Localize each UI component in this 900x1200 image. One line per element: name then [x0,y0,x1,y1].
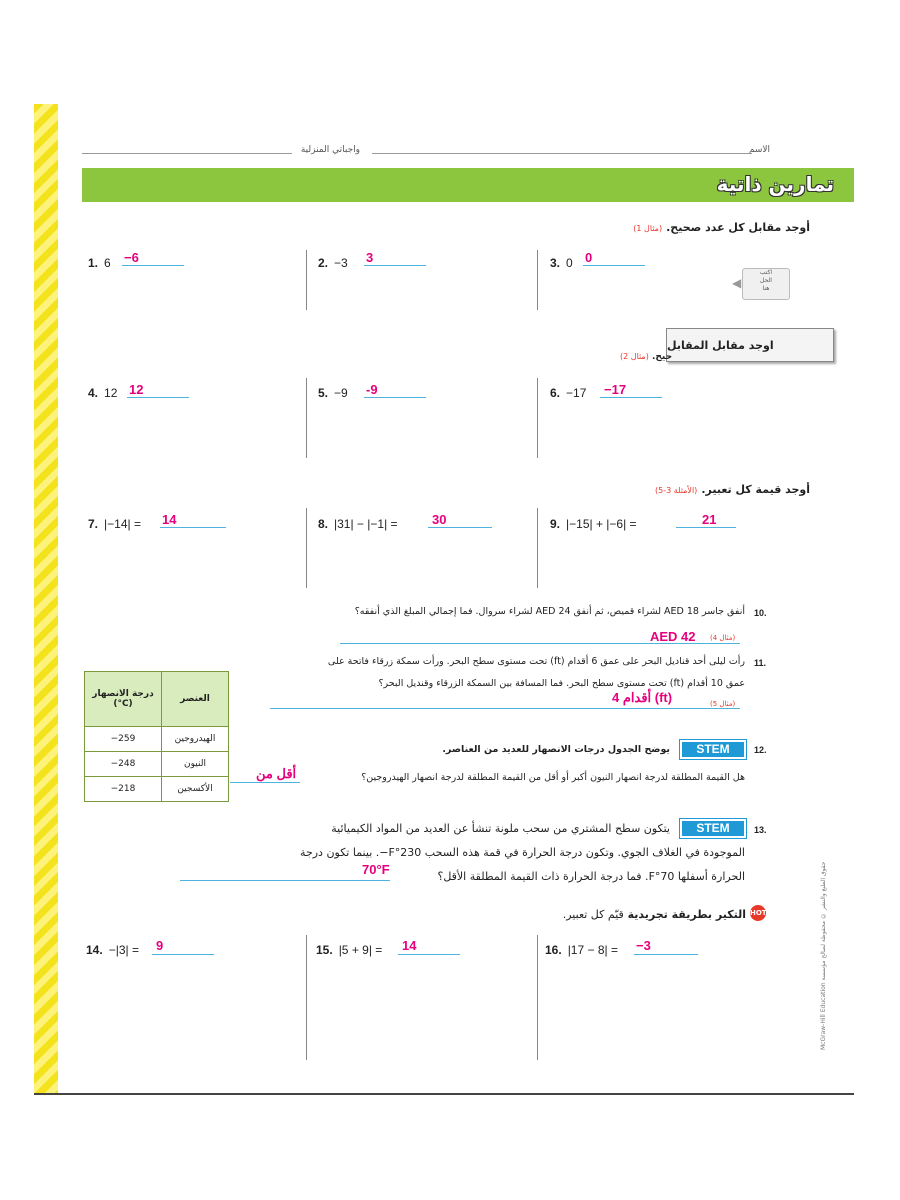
section-title-abstract: التكير بطريقة تجريدية قيّم كل تعبير. [562,908,746,921]
section-title-opposites: أوجد مقابل كل عدد صحيح.(مثال 1) [633,221,810,234]
answer-14: 9 [156,938,164,953]
answer-4: 12 [129,382,144,397]
problem-10-num: 10. [754,608,767,618]
section-title-absolute: أوجد قيمة كل تعبير.(الأمثلة 3-5) [655,483,810,496]
table-cell: النيون [162,752,229,777]
problem-11-line2: عمق 10 أقدام (ft) تحت مستوى سطح البحر. فما المسافة بين السمكة الزرقاء وقنديل البحر؟ [378,678,745,689]
answer-8: 30 [432,512,447,527]
problem-3: 3. 0 [550,256,573,270]
answer-5: -9 [366,382,378,397]
margin-note: اكتب الحل هنا [742,268,790,300]
problem-16: 16. |17 − 8| = [545,943,618,957]
problem-12-num: 12. [754,745,767,755]
title-banner [82,168,854,202]
divider [306,250,307,310]
problem-10-text: أنفق جاسر 18 AED لشراء قميص، ثم أنفق 24 AED لشراء سروال. فما إجمالي المبلغ الذي أنفقه؟ [354,606,745,617]
table-header: درجة الانصهار (°C) [85,672,162,727]
problem-6: 6. −17 [550,386,587,400]
table-cell: الهيدروجين [162,727,229,752]
table-cell: −218 [85,777,162,802]
problem-15: 15. |5 + 9| = [316,943,383,957]
name-line [372,153,752,154]
answer-line[interactable] [583,251,645,266]
divider [306,508,307,588]
answer-line[interactable] [364,251,426,266]
answer-13: 70°F [362,862,390,877]
answer-10: AED 42 [650,629,696,644]
arrow-left-icon: ◀ [732,276,742,290]
table-cell: −259 [85,727,162,752]
answer-15: 14 [402,938,417,953]
hot-bullet-icon: HOT [750,905,766,921]
answer-11: 4 أقدام (ft) [612,690,673,705]
problem-11-num: 11. [754,658,767,668]
problem-11-line1: رأت ليلى أحد قناديل البحر على عمق 6 أقدام (ft) تحت مستوى سطح البحر. ورأت سمكة زرقاء فاتحة على [327,656,745,667]
page-title: تمارين ذاتية [716,172,834,196]
problem-7: 7. |−14| = [88,517,141,531]
problem-13-num: 13. [754,825,767,835]
divider [537,935,538,1060]
homework-line [82,153,292,154]
problem-5: 5. −9 [318,386,348,400]
answer-9: 21 [702,512,717,527]
problem-4: 4. 12 [88,386,118,400]
problem-8: 8. |31| − |−1| = [318,517,398,531]
answer-2: 3 [366,250,374,265]
problem-11-ref: (مثال 5) [710,700,736,708]
problem-13-line1: يتكون سطح المشتري من سحب ملونة تنشأ عن العديد من المواد الكيميائية [331,822,670,835]
callout-tail: حيح. (مثال 2) [620,352,673,362]
problem-13-line3: الحرارة أسفلها 70°F. فما درجة الحرارة ذات القيمة المطلقة الأقل؟ [437,870,745,883]
answer-7: 14 [162,512,177,527]
stem-badge: STEM [680,740,746,759]
answer-6: −17 [604,382,627,397]
copyright-text: McGraw-Hill Education حقوق الطبع والنشر © محفوظة لصالح مؤسسة [820,861,827,1050]
table-header: العنصر [162,672,229,727]
table-cell: الأكسجين [162,777,229,802]
problem-13-line2: الموجودة في الغلاف الجوي. وتكون درجة الحرارة في قمة هذه السحب 230°F−. بينما تكون درجة [300,846,745,859]
divider [306,935,307,1060]
table-row [85,727,229,752]
table-cell: −248 [85,752,162,777]
divider [537,508,538,588]
bottom-rule [34,1093,854,1095]
problem-10-ref: (مثال 4) [710,634,736,642]
table-row [85,777,229,802]
table-row [85,752,229,777]
name-label: الاسم [748,145,770,155]
problem-9: 9. |−15| + |−6| = [550,517,637,531]
problem-12-line1: يوضح الجدول درجات الانصهار للعديد من العناصر. [442,744,670,755]
answer-16: −3 [636,938,651,953]
problem-12-line2: هل القيمة المطلقة لدرجة انصهار النيون أكبر أو أقل من القيمة المطلقة لدرجة انصهار الهيدروجين؟ [361,772,745,783]
divider [537,250,538,310]
stem-badge: STEM [680,819,746,838]
divider [306,378,307,458]
answer-line[interactable] [180,866,390,881]
problem-14: 14. −|3| = [86,943,139,957]
answer-3: 0 [585,250,593,265]
answer-1: −6 [124,250,139,265]
divider [537,378,538,458]
answer-12: أقل من [256,766,297,781]
homework-label: واجباتي المنزلية [300,145,360,155]
problem-2: 2. −3 [318,256,348,270]
problem-1: 1. 6 [88,256,111,270]
melting-point-table [84,671,229,802]
side-stripe [34,104,58,1094]
callout-box: اوجد مقابل المقابل [666,328,834,362]
